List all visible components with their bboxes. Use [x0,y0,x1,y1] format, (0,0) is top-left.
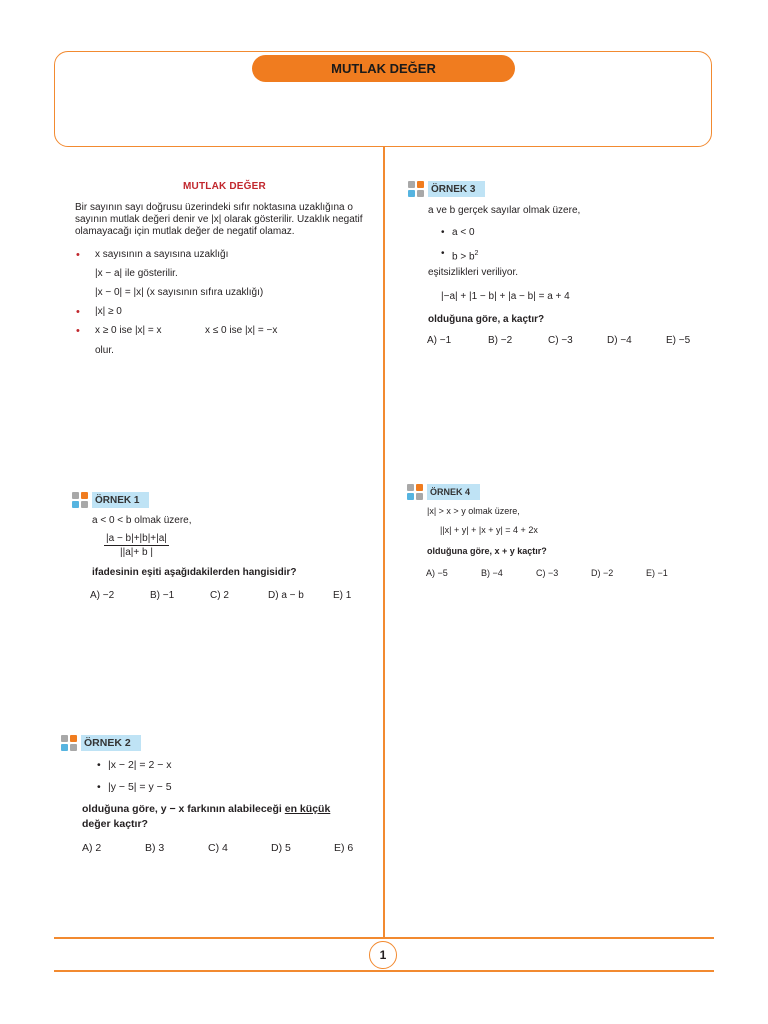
ornek3-question: olduğuna göre, a kaçtır? [428,314,545,325]
ornek4-choice-a[interactable]: A) −5 [426,568,448,578]
footer-line-top [54,937,714,939]
bullet-marker: • [76,325,80,337]
ornek4-choice-b[interactable]: B) −4 [481,568,503,578]
theory-paragraph: Bir sayının sayı doğrusu üzerindeki sıfır noktasına uzaklığına o sayının mutlak değeri denir ve |x| olarak gösterilir. Uzaklık negatif olamayacağı için mutlak değer de negatif olamaz. [75,202,363,237]
theory-line1: |x − a| ile gösterilir. [95,268,178,279]
ornek1-choice-c[interactable]: C) 2 [210,590,229,601]
ornek2-q-underlined: en küçük [284,803,331,815]
ornek3-header [408,181,485,197]
ornek2-choice-b[interactable]: B) 3 [145,842,165,854]
grid-icon [61,735,77,751]
bullet-marker: • [441,248,445,259]
ornek1-denominator: ||a|+ b | [120,547,153,558]
ornek1-choice-d[interactable]: D) a − b [268,590,304,601]
ornek2-choice-c[interactable]: C) 4 [208,842,228,854]
grid-icon [72,492,88,508]
ornek3-given: a ve b gerçek sayılar olmak üzere, [428,205,581,216]
ornek2-eq1: |x − 2| = 2 − x [108,759,172,771]
grid-icon [407,484,423,500]
ornek2-q-part2: değer kaçtır? [82,818,148,830]
ornek3-choice-b[interactable]: B) −2 [488,335,513,346]
ornek2-choice-d[interactable]: D) 5 [271,842,291,854]
ornek2-choice-e[interactable]: E) 6 [334,842,354,854]
theory-bullet3a: x ≥ 0 ise |x| = x [95,325,162,336]
ornek3-cond2-base: b > b [452,251,475,263]
ornek4-label: ÖRNEK 4 [427,484,480,500]
column-divider [383,147,385,938]
ornek2-q-part1: olduğuna göre, y − x farkının alabileceği [82,803,282,815]
page-number: 1 [369,941,397,969]
ornek3-given2: eşitsizlikleri veriliyor. [428,267,519,278]
ornek4-given: |x| > x > y olmak üzere, [427,506,520,516]
theory-bullet2: |x| ≥ 0 [95,306,122,317]
theory-bullet3b: x ≤ 0 ise |x| = −x [205,325,278,336]
theory-line2: |x − 0| = |x| (x sayısının sıfıra uzaklığı) [95,287,264,298]
ornek4-header [407,484,480,500]
ornek3-choice-e[interactable]: E) −5 [666,335,691,346]
ornek4-choice-e[interactable]: E) −1 [646,568,668,578]
ornek3-cond2 [452,248,478,263]
ornek2-header [61,735,141,751]
ornek4-choice-c[interactable]: C) −3 [536,568,559,578]
ornek1-header [72,492,149,508]
ornek3-choice-d[interactable]: D) −4 [607,335,632,346]
ornek3-choice-a[interactable]: A) −1 [427,335,452,346]
ornek3-equation: |−a| + |1 − b| + |a − b| = a + 4 [441,291,570,302]
ornek1-fraction [104,533,169,558]
bullet-marker: • [76,306,80,318]
ornek3-label: ÖRNEK 3 [428,181,485,197]
theory-olur: olur. [95,345,114,356]
theory-title: MUTLAK DEĞER [183,181,266,192]
page-title: MUTLAK DEĞER [252,55,515,82]
ornek1-question: ifadesinin eşiti aşağıdakilerden hangisidir? [92,567,297,578]
ornek2-eq2: |y − 5| = y − 5 [108,781,172,793]
ornek2-label: ÖRNEK 2 [81,735,141,751]
bullet-marker: • [97,759,101,771]
ornek1-choice-e[interactable]: E) 1 [333,590,352,601]
ornek1-label: ÖRNEK 1 [92,492,149,508]
theory-bullet1: x sayısının a sayısına uzaklığı [95,249,229,260]
ornek2-choice-a[interactable]: A) 2 [82,842,102,854]
ornek3-choice-c[interactable]: C) −3 [548,335,573,346]
ornek3-cond2-exp: 2 [474,250,479,257]
ornek1-given: a < 0 < b olmak üzere, [92,515,192,526]
ornek4-equation: ||x| + y| + |x + y| = 4 + 2x [440,525,538,535]
bullet-marker: • [97,781,101,793]
bullet-marker: • [76,249,80,261]
ornek4-choice-d[interactable]: D) −2 [591,568,614,578]
ornek1-choice-b[interactable]: B) −1 [150,590,175,601]
ornek1-numerator: |a − b|+|b|+|a| [106,533,167,544]
grid-icon [408,181,424,197]
bullet-marker: • [441,227,445,238]
ornek1-choice-a[interactable]: A) −2 [90,590,115,601]
ornek2-question-line1 [82,803,330,815]
ornek3-cond1: a < 0 [452,227,475,238]
footer-line-bottom [54,970,714,972]
ornek4-question: olduğuna göre, x + y kaçtır? [427,546,547,556]
